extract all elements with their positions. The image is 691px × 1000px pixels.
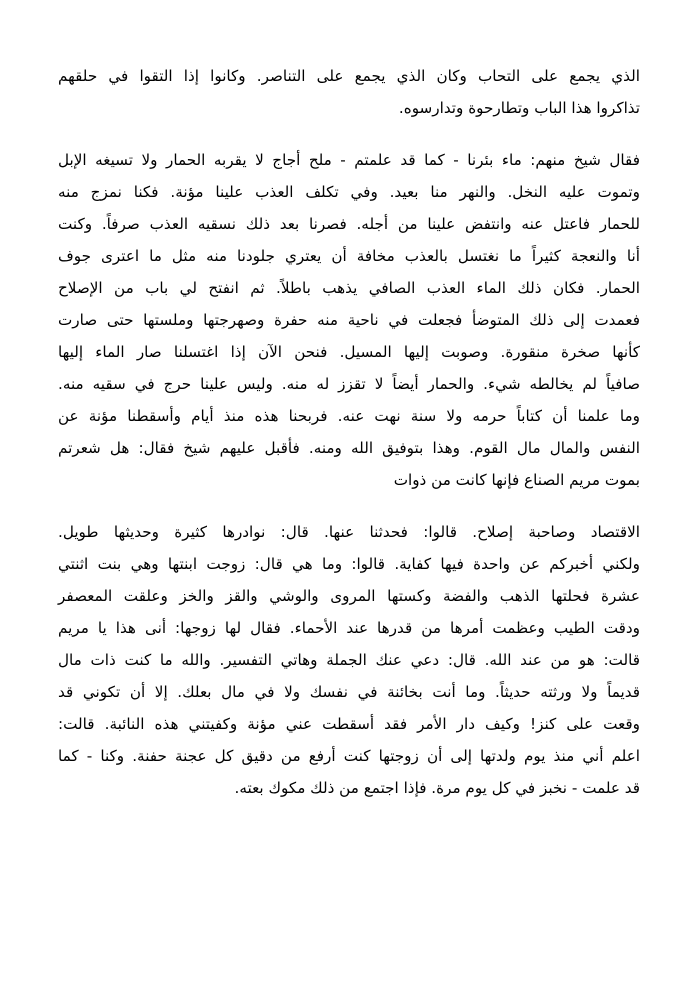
text-line: قديماً ولا ورثته حديثاً. وما أنت بخائنة في نفسك ولا في مال بعلك. إلا أن تكوني قد <box>58 683 640 701</box>
text-line: للحمار فاعتل عنه وانتفض علينا من أجله. فصرنا بعد ذلك نسقيه العذب صرفاً. وكنت <box>58 215 640 233</box>
text-line: وما علمنا أن كتاباً حرمه ولا سنة نهت عنه. فربحنا هذه منذ أيام وأسقطنا مؤنة عن <box>58 407 640 425</box>
text-line: عشرة فحلتها الذهب والفضة وكستها المروى والوشي والقز والخز وعلقت المعصفر <box>58 587 640 605</box>
text-line: وقعت على كنز! وكيف دار الأمر فقد أسقطت عني مؤنة وكفيتني هذه النائبة. قالت: <box>58 715 640 733</box>
text-line: ودقت الطيب وعظمت أمرها من قدرها عند الأحماء. فقال لها زوجها: أنى هذا يا مريم <box>58 619 640 637</box>
text-line: الحمار. فكان ذلك الماء العذب الصافي يذهب باطلاً. ثم انفتح لي باب من الإصلاح <box>58 279 640 297</box>
text-line: النفس والمال مال القوم. وهذا بتوفيق الله ومنه. فأقبل عليهم شيخ فقال: هل شعرتم <box>58 439 640 457</box>
text-line: فقال شيخ منهم: ماء بئرنا - كما قد علمتم - ملح أجاج لا يقربه الحمار ولا تسيغه الإبل <box>58 151 640 169</box>
paragraph-3 <box>58 516 640 804</box>
text-line: أنا والنعجة كثيراً ما نغتسل بالعذب مخافة أن يعتري جلودنا منه مثل ما اعترى جوف <box>58 247 640 265</box>
text-line: كأنها صخرة منقورة. وصوبت إليها المسيل. فنحن الآن إذا اغتسلنا صار الماء إليها <box>58 343 640 361</box>
paragraph-gap <box>58 496 640 516</box>
text-line: الاقتصاد وصاحبة إصلاح. قالوا: فحدثنا عنها. قال: نوادرها كثيرة وحديثها طويل. <box>58 523 640 541</box>
paragraph-gap <box>58 124 640 144</box>
text-line: صافياً لم يخالطه شيء. والحمار أيضاً لا تقزز له منه. وليس علينا حرج في سقيه منه. <box>58 375 640 393</box>
text-line: قد علمت - نخبز في كل يوم مرة. فإذا اجتمع من ذلك مكوك بعته. <box>234 779 640 797</box>
document-page <box>58 60 640 804</box>
text-line: فعمدت إلى ذلك المتوضأ فجعلت في ناحية منه حفرة وصهرجتها وملستها حتى صارت <box>58 311 640 329</box>
text-line: قالت: هو من عند الله. قال: دعي عنك الجملة وهاتي التفسير. والله ما كنت ذات مال <box>58 651 640 669</box>
text-line: وتموت عليه النخل. والنهر منا بعيد. وفي تكلف العذب علينا مؤنة. فكنا نمزج منه <box>58 183 640 201</box>
text-line: ولكني أخبركم عن واحدة فيها كفاية. قالوا: وما هي قال: زوجت ابنتها وهي بنت اثنتي <box>58 555 640 573</box>
text-line: بموت مريم الصناع فإنها كانت من ذوات <box>393 471 640 489</box>
paragraph-1 <box>58 60 640 124</box>
text-line: تذاكروا هذا الباب وتطارحوة وتدارسوه. <box>398 99 640 117</box>
paragraph-2 <box>58 144 640 496</box>
text-line: اعلم أني منذ يوم ولدتها إلى أن زوجتها كنت أرفع من دقيق كل عجنة حفنة. وكنا - كما <box>58 747 640 765</box>
text-line: الذي يجمع على التحاب وكان الذي يجمع على التناصر. وكانوا إذا التقوا في حلقهم <box>58 67 640 85</box>
